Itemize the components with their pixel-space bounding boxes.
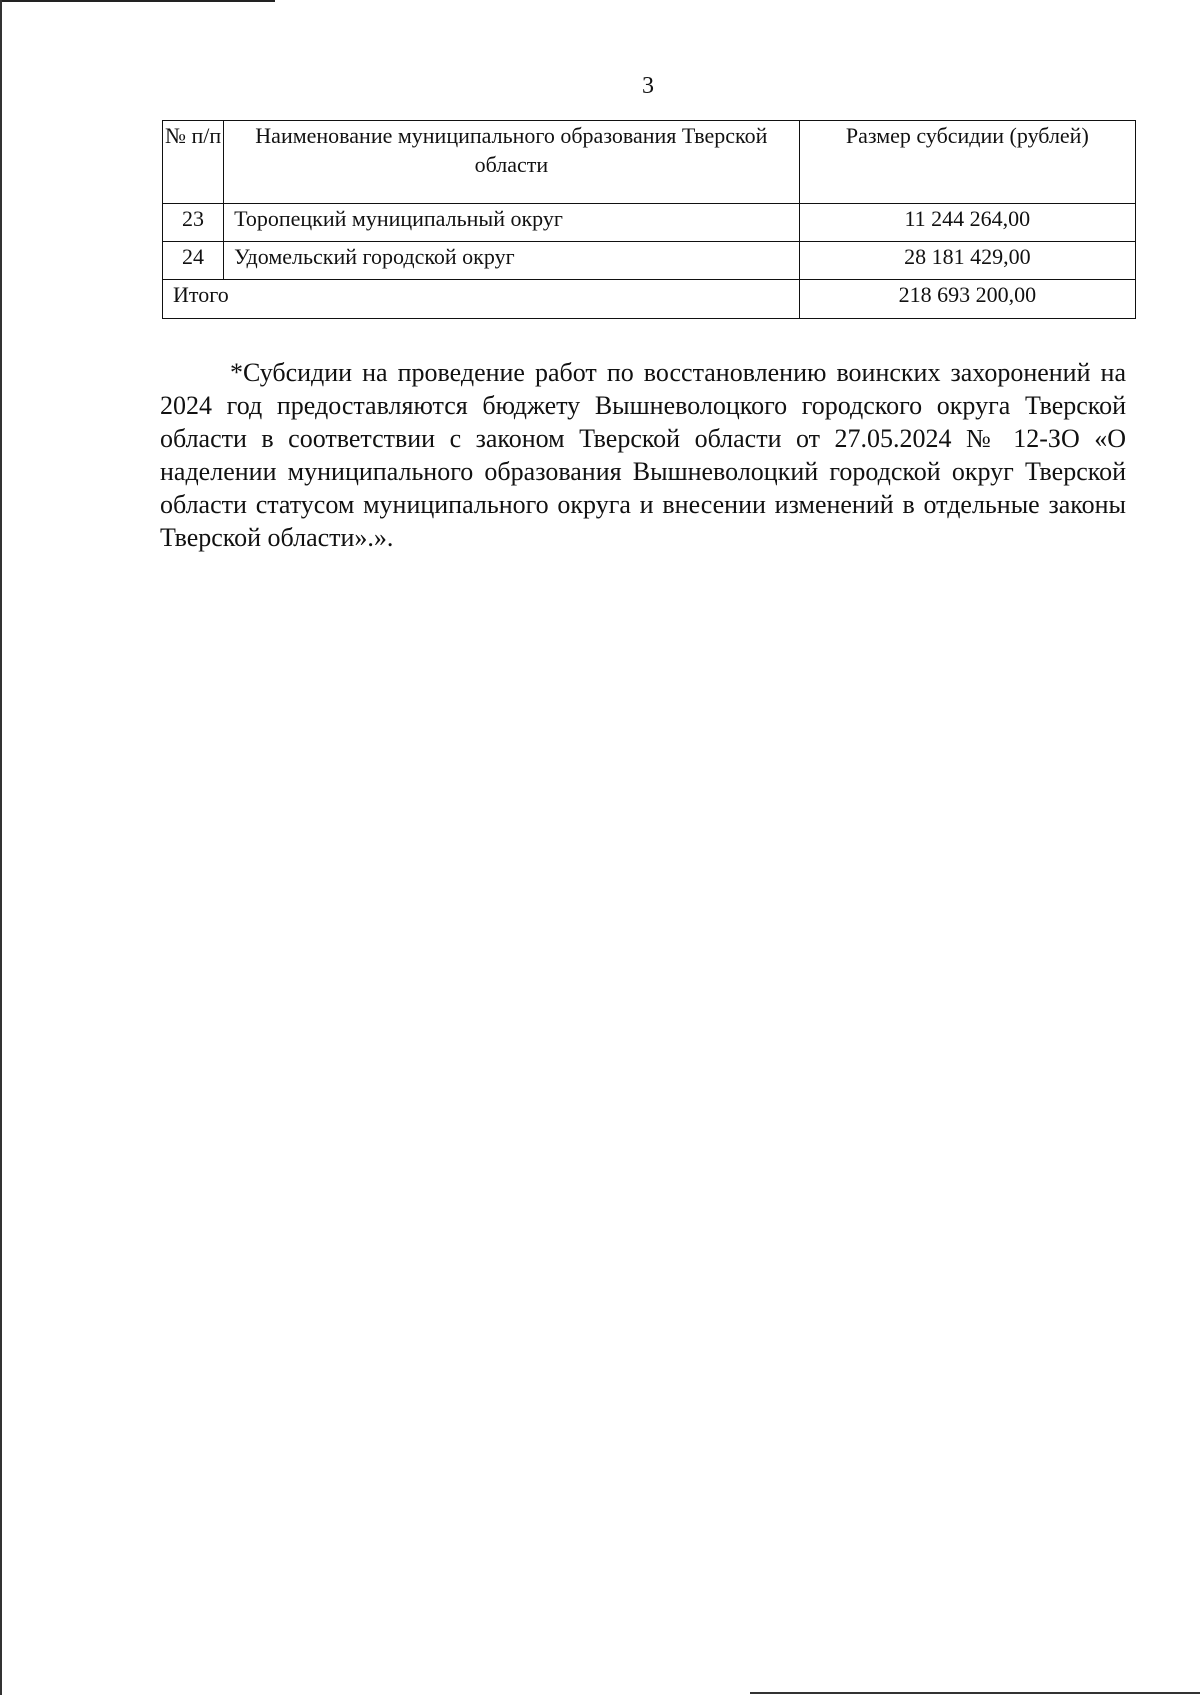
row-num: 24: [163, 242, 224, 280]
total-label: Итого: [163, 280, 800, 319]
header-num: № п/п: [163, 121, 224, 204]
table-total-row: [163, 280, 1136, 319]
total-amount: 218 693 200,00: [799, 280, 1135, 319]
table-row: [163, 242, 1136, 280]
row-name: Торопецкий муниципальный округ: [224, 204, 800, 242]
page-number: 3: [642, 73, 654, 99]
header-name: Наименование муниципального образования Тверской области: [224, 121, 800, 204]
scan-edge-bottom: [750, 1692, 1200, 1694]
table-row: [163, 204, 1136, 242]
subsidy-table: [162, 120, 1136, 319]
row-amount: 28 181 429,00: [799, 242, 1135, 280]
header-amount: Размер субсидии (рублей): [799, 121, 1135, 204]
footnote-paragraph: *Субсидии на проведение работ по восстановлению воинских захоронений на 2024 год предоставляются бюджету Вышневолоцкого городского округа Тверской области в соответствии с законом Тверской области от 27.05.2024 № 12-ЗО «О наделении муниципального образования Вышневолоцкий городской округ Тверской области статусом муниципального округа и внесении изменений в отдельные законы Тверской области».».: [160, 358, 1126, 552]
row-amount: 11 244 264,00: [799, 204, 1135, 242]
row-num: 23: [163, 204, 224, 242]
table-header-row: [163, 121, 1136, 204]
scan-edge-left: [0, 0, 2, 1695]
scan-edge-top: [0, 0, 275, 2]
row-name: Удомельский городской округ: [224, 242, 800, 280]
